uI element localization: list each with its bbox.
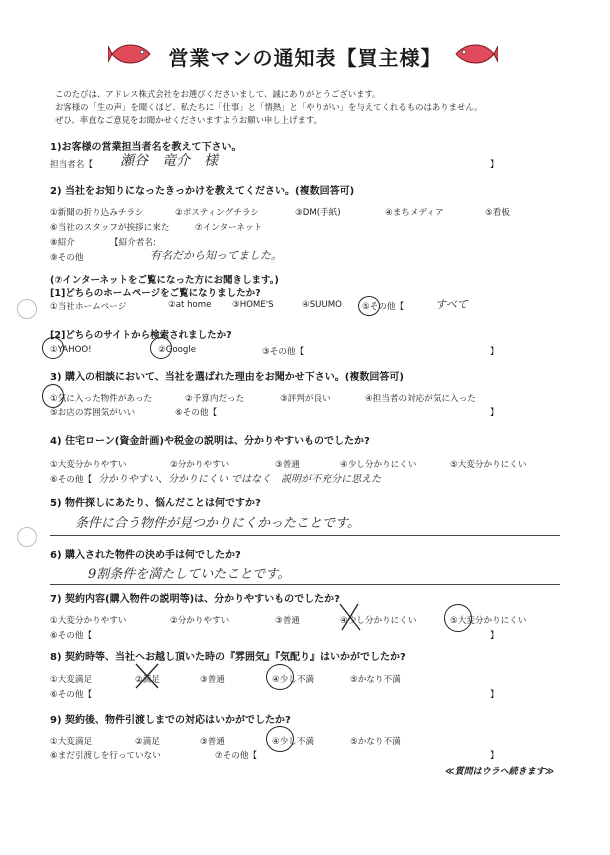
internet-q1: [1]どちらのホームページをご覧になりましたか?	[50, 288, 261, 299]
bracket-close: 】	[490, 751, 499, 761]
q4-other-answer: 分かりやすい、分かりにくい ではなく 説明が不充分に思えた	[98, 474, 382, 485]
q6-answer: 9割条件を満たしていたことです。	[88, 567, 291, 582]
question-8: 8) 契約時等、当社へお越し頂いた時の『雰囲気』『気配り』はいかがでしたか?	[50, 652, 406, 663]
option: ②分かりやすい	[170, 616, 230, 626]
option: ③普通	[200, 675, 225, 685]
page-title: 営業マンの通知表【買主様】	[168, 46, 442, 70]
agent-name-answer: 瀬谷 竜介 様	[120, 153, 218, 169]
bracket-close: 】	[490, 631, 499, 641]
option: ④まちメディア	[385, 208, 444, 218]
option: ④少し分かりにくい	[340, 460, 417, 470]
option: ②ポスティングチラシ	[175, 208, 260, 218]
question-1: 1)お客様の営業担当者名を教えて下さい。	[50, 142, 242, 153]
option: ⑦インターネット	[195, 223, 263, 233]
option: ⑤看板	[485, 208, 510, 218]
option: ③普通	[200, 737, 225, 747]
sea-bream-icon	[452, 40, 498, 68]
option: ①当社ホームページ	[50, 302, 127, 312]
question-7: 7) 契約内容(購入物件の説明等)は、分かりやすいものでしたか?	[50, 594, 340, 605]
intro-line: お客様の「生の声」を聞くほど、私たちに「仕事」と「情熱」と「やりがい」を与えてくれるものはありません。	[55, 102, 483, 112]
option: ①気に入った物件があった	[50, 394, 153, 404]
question-3: 3) 購入の相談において、当社を選ばれた理由をお聞かせ下さい。(複数回答可)	[50, 372, 404, 383]
question-9: 9) 契約後、物件引渡しまでの対応はいかがでしたか?	[50, 715, 291, 726]
option: ②満足	[135, 737, 160, 747]
strike-mark	[130, 660, 164, 692]
bracket-close: 】	[490, 690, 499, 700]
other-answer: 有名だから知ってました。	[150, 249, 282, 262]
internet-q2: [2]どちらのサイトから検索されましたか?	[50, 330, 232, 341]
option: ②分かりやすい	[170, 460, 230, 470]
option: ②at home	[168, 300, 212, 310]
option: ⑥その他【	[50, 690, 93, 700]
option: ⑤お店の雰囲気がいい	[50, 408, 136, 418]
option: ①YAHOO!	[50, 345, 92, 355]
punch-hole	[17, 527, 37, 547]
option: ⑦その他【	[215, 751, 258, 761]
option: ③普通	[275, 616, 300, 626]
bracket-close: 】	[490, 160, 499, 170]
continued-note: ≪質問はウラへ続きます≫	[445, 767, 554, 777]
option: ②満足	[135, 675, 160, 685]
answer-line	[50, 535, 560, 536]
selection-circle	[358, 296, 380, 316]
punch-hole	[17, 299, 37, 319]
question-2: 2) 当社をお知りになったきっかけを教えてください。(複数回答可)	[50, 186, 355, 197]
agent-name-label: 担当者名【	[50, 160, 93, 170]
strike-mark	[334, 600, 364, 634]
intro-line: ぜひ、率直なご意見をお聞かせくださいますようお願い申し上げます。	[55, 115, 322, 125]
option: ③評判が良い	[280, 394, 331, 404]
option: ⑤大変分かりにくい	[450, 460, 527, 470]
option: ①大変満足	[50, 675, 93, 685]
option: ①大変満足	[50, 737, 93, 747]
option: ④SUUMO	[302, 300, 342, 310]
option: ②予算内だった	[185, 394, 245, 404]
option: ⑤大変分かりにくい	[450, 616, 527, 626]
selection-circle	[42, 384, 64, 408]
bracket-close: 】	[490, 408, 499, 418]
selection-circle	[150, 337, 172, 359]
intro-line: このたびは、アドレス株式会社をお選びくださいまして、誠にありがとうございます。	[55, 89, 381, 99]
option: ④少し不満	[272, 737, 315, 747]
question-6: 6) 購入された物件の決め手は何でしたか?	[50, 550, 241, 561]
answer-line	[50, 584, 560, 585]
option: ①大変分かりやすい	[50, 460, 127, 470]
option: ②Google	[158, 345, 197, 355]
option: ①新聞の折り込みチラシ	[50, 208, 144, 218]
option: ⑥その他【	[50, 475, 93, 485]
option: ④担当者の対応が気に入った	[365, 394, 476, 404]
selection-circle	[444, 604, 472, 632]
option: ⑤かなり不満	[350, 675, 401, 685]
selection-circle	[42, 337, 64, 359]
option: ③HOME'S	[232, 300, 274, 310]
option: ④少し不満	[272, 675, 315, 685]
option: ③その他【	[262, 347, 305, 357]
bracket-close: 】	[490, 347, 499, 357]
option: ③DM(手紙)	[295, 208, 341, 218]
option: ③普通	[275, 460, 300, 470]
option: ⑧紹介	[50, 238, 75, 248]
question-5: 5) 物件探しにあたり、悩んだことは何ですか?	[50, 498, 261, 509]
option: ⑨その他	[50, 253, 84, 263]
option: ④少し分かりにくい	[340, 616, 417, 626]
question-4: 4) 住宅ローン(資金計画)や税金の説明は、分かりやすいものでしたか?	[50, 436, 370, 447]
option: ①大変分かりやすい	[50, 616, 127, 626]
selection-circle	[266, 664, 294, 690]
site-other-answer: すべて	[435, 298, 468, 311]
option: ⑥当社のスタッフが挨拶に来た	[50, 223, 170, 233]
selection-circle	[266, 726, 294, 752]
option: ⑥まだ引渡しを行っていない	[50, 751, 161, 761]
referrer-label: 【紹介者名:	[110, 238, 156, 248]
internet-header: (⑦インターネットをご覧になった方にお聞きします。)	[50, 275, 279, 286]
option: ⑤その他【	[362, 302, 405, 312]
q5-answer: 条件に合う物件が見つかりにくかったことです。	[75, 516, 360, 531]
option: ⑥その他【	[50, 631, 93, 641]
option: ⑤かなり不満	[350, 737, 401, 747]
option: ⑥その他【	[175, 408, 218, 418]
